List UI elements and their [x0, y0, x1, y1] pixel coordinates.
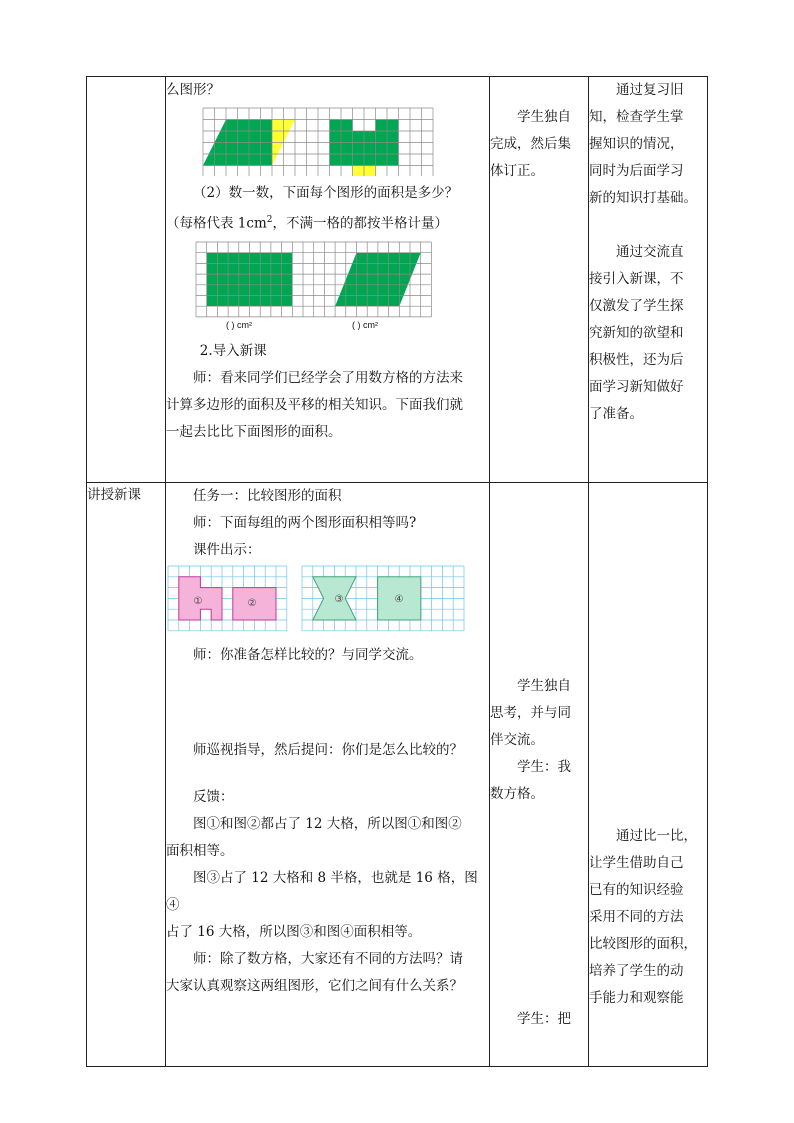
student-line: 学生：把 [517, 1011, 571, 1027]
grid-3 [168, 566, 464, 631]
table-row [87, 77, 708, 483]
intent-line: 通过复习旧 [616, 82, 684, 98]
other-method-b: 大家认真观察这两组图形，它们之间有什么关系？ [166, 978, 463, 994]
content-cell [166, 77, 490, 483]
intent-line: 通过比一比， [616, 828, 697, 844]
intent-line: 比较图形的面积， [589, 936, 697, 952]
intent-line: 了准备。 [589, 406, 643, 422]
intent-line: 面学习新知做好 [589, 379, 684, 395]
intent-cell [589, 77, 708, 483]
intent-line: 握知识的情况， [589, 136, 684, 152]
stage-cell [87, 483, 166, 1067]
content-cell [166, 483, 490, 1067]
intent-line [589, 212, 707, 239]
blank-right: ( ) cm² [352, 319, 378, 330]
figure-rectangle-parallelogram [166, 238, 478, 318]
intent-line: 接引入新课，不 [589, 271, 684, 287]
line-tail: 么图形？ [166, 82, 220, 98]
grid-1 [203, 108, 433, 176]
intent-line: 究新知的欲望和 [589, 325, 684, 341]
intent-cell [589, 483, 708, 1067]
student-cell [490, 77, 589, 483]
intent-line: 知，检查学生掌 [589, 109, 684, 125]
student-line: 学生独自 [517, 109, 571, 125]
student-line: 伴交流。 [490, 732, 544, 748]
intent-line: 让学生借助自己 [589, 855, 684, 871]
student-line: 学生：我 [517, 759, 571, 775]
table-row [87, 483, 708, 1067]
q2-text: （2）数一数，下面每个图形的面积是多少？ [193, 185, 459, 201]
show-label: 课件出示： [193, 542, 261, 558]
intent-line: 同时为后面学习 [589, 163, 684, 179]
feedback-1a: 图①和图②都占了 12 大格，所以图①和图② [193, 816, 462, 832]
label-4: ④ [394, 594, 404, 605]
question: 师：下面每组的两个图形面积相等吗? [193, 515, 417, 531]
figure-compare-shapes [166, 564, 478, 634]
lesson-table [86, 76, 708, 1067]
grid-2 [196, 242, 431, 317]
feedback-2b: 占了 16 大格，所以图③和图④面积相等。 [166, 924, 422, 940]
intent-line: 积极性，还为后 [589, 352, 684, 368]
section-2-title: 2.导入新课 [199, 342, 267, 359]
student-line: 体订正。 [490, 163, 544, 179]
intent-line: 已有的知识经验 [589, 882, 684, 898]
patrol-text: 师巡视指导，然后提问：你们是怎么比较的？ [193, 742, 463, 758]
student-line: 学生独自 [517, 678, 571, 694]
intent-line: 仅激发了学生探 [589, 298, 684, 314]
blank-left: ( ) cm² [226, 319, 252, 330]
q2-note: （每格代表 $1cm^2$，不满一格的都按半格计量） [166, 215, 448, 232]
label-3: ③ [334, 594, 344, 605]
compare-question: 师：你准备怎样比较的？与同学交流。 [193, 647, 423, 663]
feedback-label: 反馈： [193, 789, 234, 805]
other-method-a: 师：除了数方格，大家还有不同的方法吗？请 [193, 951, 463, 967]
student-cell [490, 483, 589, 1067]
student-line: 思考，并与同 [490, 705, 571, 721]
intent-line: 新的知识打基础。 [589, 190, 697, 206]
teacher-line-2: 计算多边形的面积及平移的相关知识。下面我们就 [166, 396, 463, 413]
label-2: ② [247, 598, 257, 609]
feedback-1b: 面积相等。 [166, 843, 234, 859]
student-line: 完成，然后集 [490, 136, 571, 152]
teacher-line-1: 师：看来同学们已经学会了用数方格的方法来 [193, 369, 463, 386]
figure-green-yellow-shapes [166, 104, 478, 176]
stage-label: 讲授新课 [87, 487, 141, 503]
label-1: ① [193, 596, 203, 607]
task-title: 任务一：比较图形的面积 [193, 488, 342, 504]
student-line: 数方格。 [490, 786, 544, 802]
intent-line: 培养了学生的动 [589, 963, 684, 979]
intent-line: 采用不同的方法 [589, 909, 684, 925]
intent-line: 通过交流直 [616, 244, 684, 260]
feedback-2a: 图③占了 12 大格和 8 半格，也就是 16 格，图④ [166, 870, 478, 913]
stage-cell [87, 77, 166, 483]
intent-line: 手能力和观察能 [589, 990, 684, 1006]
teacher-line-3: 一起去比比下面图形的面积。 [166, 423, 342, 440]
